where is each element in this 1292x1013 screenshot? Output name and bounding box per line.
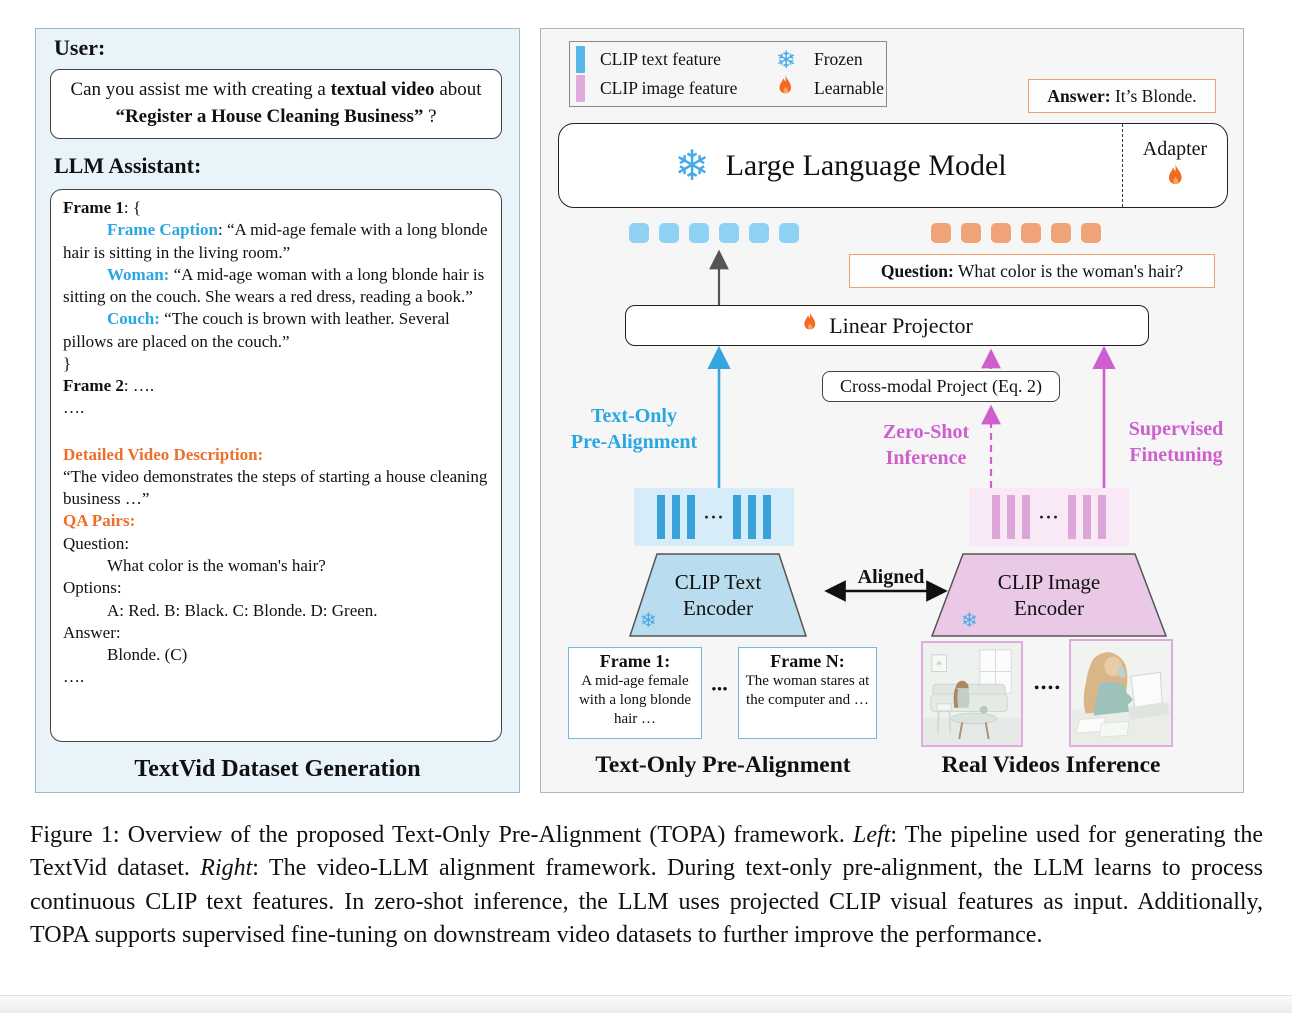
supervised-finetuning-flow-label: Supervised Finetuning	[1128, 418, 1224, 466]
trailing-ellipsis: ….	[63, 667, 85, 687]
answer-box: Answer: It’s Blonde.	[1028, 79, 1216, 113]
left-panel-title: TextVid Dataset Generation	[134, 756, 421, 782]
textvid-generation-panel	[35, 28, 520, 793]
couch-line: Couch: “The couch is brown with leather. Several pillows are placed on the couch.”	[63, 309, 450, 351]
projected-visual-token-row	[931, 223, 1101, 243]
legend-learnable-label: Learnable	[814, 78, 884, 98]
page-bottom-strip	[0, 995, 1292, 1013]
question-text: What color is the woman's hair?	[107, 555, 326, 575]
real-videos-inference-title: Real Videos Inference	[941, 752, 1161, 778]
cross-modal-project-box: Cross-modal Project (Eq. 2)	[822, 371, 1060, 402]
snowflake-icon: ❄	[961, 608, 978, 632]
flame-icon	[776, 74, 814, 103]
linear-projector-box	[625, 305, 1149, 346]
legend-text-feature-label: CLIP text feature	[600, 49, 721, 69]
detailed-description-text: “The video demonstrates the steps of starting a house cleaning business …”	[63, 466, 488, 509]
frame-ellipsis: •••	[711, 681, 729, 696]
frameN-text-box: Frame N: The woman stares at the computer and …	[738, 647, 877, 739]
frame2-line: Frame 2: ….	[63, 376, 155, 396]
adapter-section	[1123, 124, 1227, 207]
legend-box	[569, 41, 887, 107]
user-label: User:	[54, 35, 106, 60]
figure-caption: Figure 1: Overview of the proposed Text-Only Pre-Alignment (TOPA) framework. Left: The pipeline used for generating the TextVid dataset. Right: The video-LLM alignment framework. During text-only pre-alignment, the LLM learns to process continuous CLIP text features. In zero-shot inference, the LLM uses projected CLIP visual features as input. Additionally, TOPA supports supervised fine-tuning on downstream video datasets to further improve the performance.	[30, 822, 1263, 949]
flame-icon	[801, 311, 819, 340]
legend-image-feature-label: CLIP image feature	[600, 78, 738, 98]
text-only-pre-alignment-title: Text-Only Pre-Alignment	[595, 752, 851, 778]
user-message-box	[50, 69, 502, 139]
clip-image-encoder-label: CLIP Image Encoder	[997, 570, 1101, 620]
clip-image-feature-swatch	[576, 75, 585, 102]
ellipsis-line: ….	[63, 398, 85, 418]
text-only-pre-alignment-flow-label: Text-Only Pre-Alignment	[570, 405, 698, 453]
clip-image-feature-block	[969, 488, 1129, 546]
woman-line: Woman: “A mid-age woman with a long blonde hair is sitting on the couch. She wears a red dress, reading a book.”	[63, 264, 485, 307]
clip-text-token-row	[629, 223, 799, 243]
linear-projector-label: Linear Projector	[829, 312, 973, 338]
feature-ellipsis: ···	[703, 506, 725, 527]
options-label: Options:	[63, 578, 122, 598]
flame-icon	[1165, 163, 1186, 194]
large-language-model-box	[558, 123, 1228, 208]
snowflake-icon: ❄	[674, 140, 710, 190]
llm-assistant-output-box	[50, 189, 502, 742]
options-text: A: Red. B: Black. C: Blonde. D: Green.	[107, 600, 378, 620]
legend-frozen-label: Frozen	[814, 49, 863, 69]
detailed-description-label: Detailed Video Description:	[63, 444, 264, 464]
frame-caption-line: Frame Caption: “A mid-age female with a long blonde hair is sitting in the living room.”	[63, 220, 488, 262]
aligned-label: Aligned	[857, 566, 925, 588]
clip-text-encoder	[629, 553, 807, 637]
frame1-line: Frame 1: {	[63, 198, 142, 217]
question-label: Question:	[63, 533, 130, 553]
question-box: Question: What color is the woman's hair?	[849, 254, 1215, 288]
real-video-frame-2	[1069, 639, 1173, 747]
qa-pairs-label: QA Pairs:	[63, 511, 136, 531]
close-brace-line: }	[63, 353, 72, 373]
snowflake-icon: ❄	[776, 45, 797, 74]
snowflake-icon: ❄	[640, 608, 657, 632]
clip-image-encoder	[931, 553, 1167, 637]
answer-text: Blonde. (C)	[107, 645, 188, 665]
frame1-text-box: Frame 1: A mid-age female with a long blonde hair …	[568, 647, 702, 739]
answer-label: Answer:	[63, 622, 121, 642]
user-message: Can you assist me with creating a textual video about “Register a House Cleaning Business” ?	[70, 79, 482, 127]
llm-assistant-label: LLM Assistant:	[54, 153, 202, 178]
feature-ellipsis: ···	[1038, 506, 1060, 527]
video-frames-ellipsis: ••••	[1034, 681, 1062, 696]
clip-text-feature-block	[634, 488, 794, 546]
real-video-frame-1	[921, 641, 1023, 747]
zero-shot-inference-flow-label: Zero-Shot Inference	[882, 421, 970, 469]
clip-text-feature-swatch	[576, 46, 585, 73]
framework-panel	[540, 28, 1244, 793]
adapter-label: Adapter	[1142, 137, 1208, 160]
llm-main-section	[559, 124, 1123, 207]
clip-text-encoder-label: CLIP Text Encoder	[674, 570, 762, 620]
llm-label: Large Language Model	[725, 148, 1007, 182]
